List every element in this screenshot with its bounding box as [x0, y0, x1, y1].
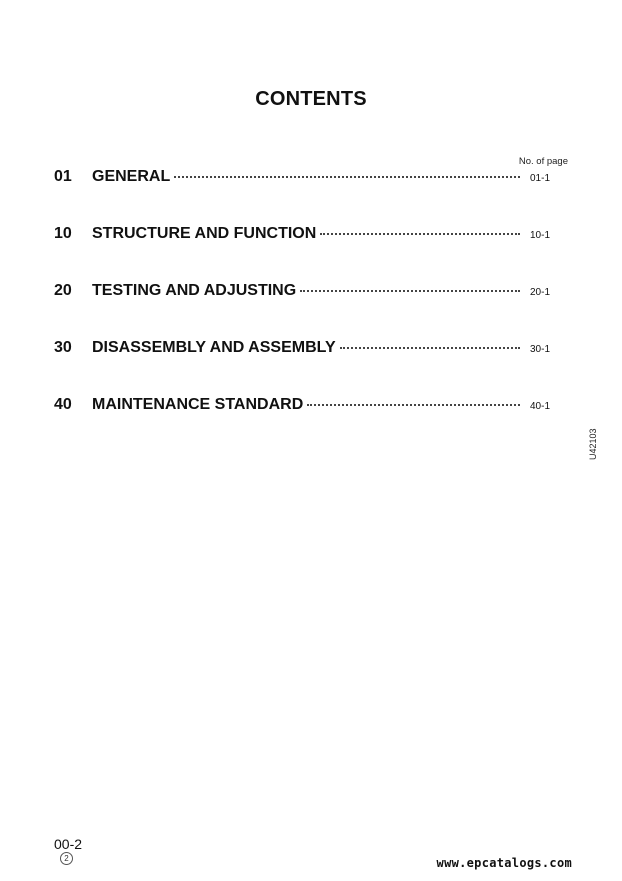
page-number-column-label: No. of page	[518, 156, 568, 167]
toc-page-number: 40-1	[530, 401, 551, 412]
watermark-url: www.epcatalogs.com	[436, 856, 572, 870]
toc-page-number: 10-1	[530, 230, 551, 241]
toc-section-title: DISASSEMBLY AND ASSEMBLY	[92, 339, 336, 356]
dot-leader	[174, 176, 520, 178]
page-title: CONTENTS	[255, 88, 367, 110]
toc-entry-structure-and-function[interactable]	[54, 225, 570, 282]
toc-entry-general[interactable]	[54, 168, 570, 225]
dot-leader	[300, 290, 520, 292]
toc-entry-testing-and-adjusting[interactable]	[54, 282, 570, 339]
toc-section-title: MAINTENANCE STANDARD	[92, 396, 304, 413]
document-code: U42103	[588, 428, 598, 460]
dot-leader	[340, 347, 520, 349]
toc-entry-maintenance-standard[interactable]	[54, 396, 570, 453]
toc-page-number: 30-1	[530, 344, 551, 355]
toc-section-number: 01	[54, 168, 72, 185]
toc-section-title: TESTING AND ADJUSTING	[92, 282, 297, 299]
toc-section-number: 40	[54, 396, 72, 413]
toc-entry-disassembly-and-assembly[interactable]	[54, 339, 570, 396]
page-folio: 00-2	[54, 836, 83, 852]
table-of-contents	[54, 168, 570, 453]
toc-section-title: STRUCTURE AND FUNCTION	[92, 225, 317, 242]
dot-leader	[307, 404, 520, 406]
toc-section-number: 30	[54, 339, 72, 356]
toc-page-number: 20-1	[530, 287, 551, 298]
toc-page-number: 01-1	[530, 173, 551, 184]
dot-leader	[320, 233, 520, 235]
toc-section-number: 10	[54, 225, 72, 242]
revision-mark: 2	[60, 852, 73, 865]
toc-section-number: 20	[54, 282, 72, 299]
toc-section-title: GENERAL	[92, 168, 171, 185]
